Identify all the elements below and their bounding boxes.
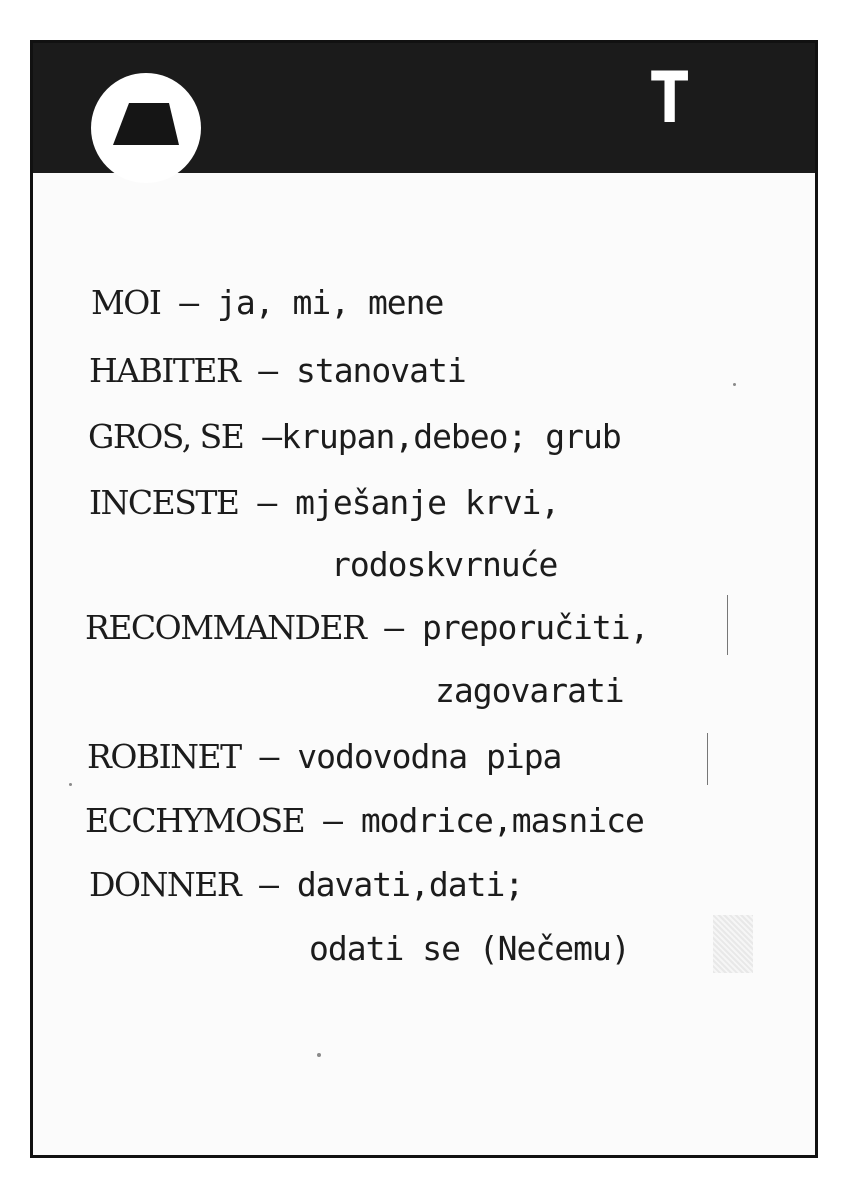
entry-list	[33, 43, 815, 1155]
scan-speck	[69, 783, 72, 786]
entry-continuation: zagovarati	[435, 671, 624, 710]
scan-speck	[733, 383, 736, 386]
entry-continuation: odati se (Nečemu)	[309, 929, 630, 968]
entry-row	[91, 283, 443, 323]
entry-term: HABITER	[89, 351, 240, 390]
entry-term: ECCHYMOSE	[85, 801, 305, 840]
entry-row	[89, 865, 523, 905]
entry-term: ROBINET	[87, 737, 241, 776]
entry-row	[88, 417, 621, 457]
category-letter: T	[651, 57, 689, 139]
entry-row	[89, 483, 559, 523]
entry-term: GROS, SE	[88, 417, 244, 456]
entry-translation: krupan,debeo; grub	[281, 417, 621, 456]
entry-dash: –	[160, 283, 217, 322]
entry-term: RECOMMANDER	[85, 608, 366, 647]
entry-dash: –	[304, 801, 361, 840]
entry-dash: –	[243, 417, 282, 456]
entry-row	[87, 737, 561, 777]
entry-translation: stanovati	[295, 351, 466, 390]
entry-translation: ja, mi, mene	[217, 283, 444, 322]
entry-translation: davati,dati;	[296, 865, 524, 904]
entry-term: DONNER	[89, 865, 241, 904]
entry-dash: –	[240, 737, 298, 776]
scan-smudge	[713, 915, 753, 973]
entry-dash: –	[238, 483, 296, 522]
entry-row	[89, 351, 466, 391]
entry-continuation: rodoskvrnuće	[331, 545, 558, 584]
entry-dash: –	[239, 351, 296, 390]
entry-row	[85, 801, 644, 841]
entry-translation: mješanje krvi,	[295, 483, 560, 522]
entry-term: MOI	[91, 283, 161, 322]
entry-translation: preporučiti,	[422, 608, 649, 647]
entry-translation: modrice,masnice	[360, 801, 644, 840]
scan-mark	[707, 733, 708, 785]
scan-mark	[727, 595, 728, 655]
entry-row	[85, 608, 648, 648]
entry-dash: –	[240, 865, 297, 904]
entry-dash: –	[365, 608, 423, 647]
scan-speck	[317, 1053, 321, 1057]
entry-term: INCESTE	[89, 483, 239, 522]
entry-translation: vodovodna pipa	[297, 737, 562, 776]
vocabulary-card	[30, 40, 818, 1158]
